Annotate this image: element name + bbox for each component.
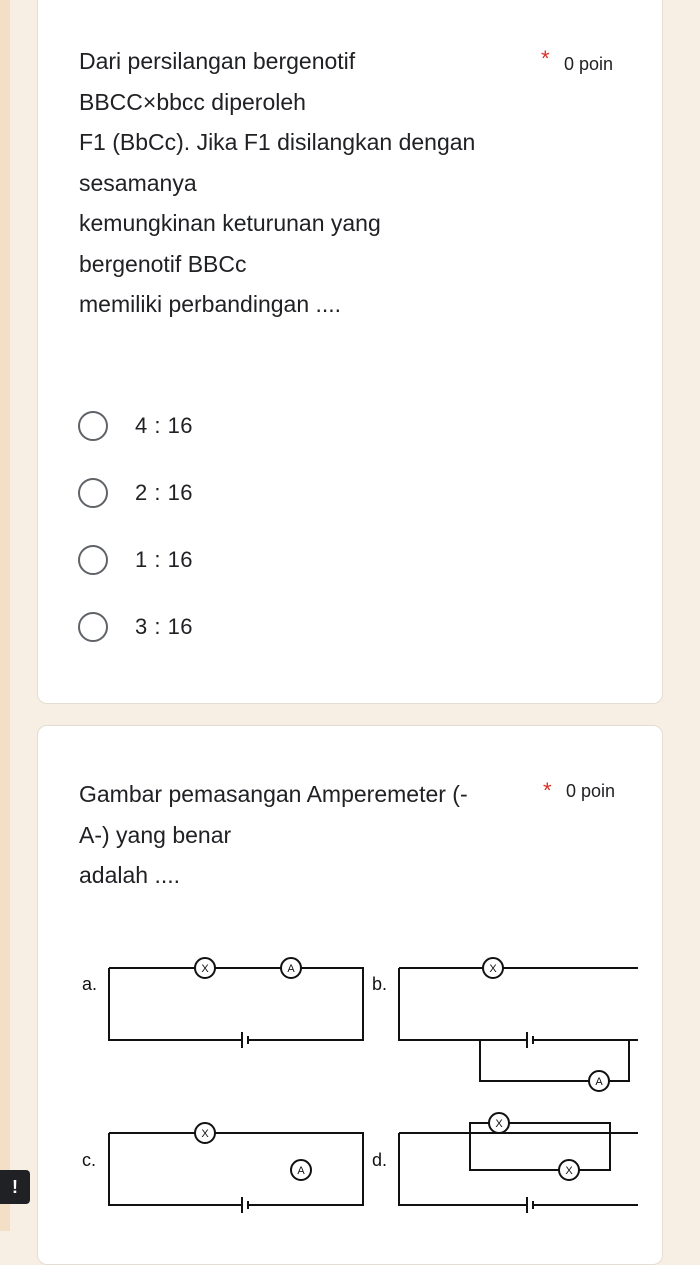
required-asterisk: * <box>541 46 550 71</box>
question-2-line: adalah .... <box>79 862 181 888</box>
question-2-line: Gambar pemasangan Amperemeter (- <box>79 781 468 807</box>
diagram-label-d: d. <box>372 1150 388 1170</box>
points-label: 0 poin <box>564 54 614 74</box>
option-label: 3 : 16 <box>135 614 194 639</box>
question-1-line: bergenotif BBCc <box>79 250 247 277</box>
ammeter-symbol: A <box>595 1076 603 1088</box>
radio-button-icon[interactable] <box>78 411 108 441</box>
lamp-symbol: X <box>201 1128 209 1140</box>
question-1-line: Dari persilangan bergenotif <box>79 48 356 74</box>
option-radio-2[interactable] <box>78 473 378 513</box>
question-2-line: A-) yang benar <box>79 821 232 848</box>
lamp-symbol: X <box>201 963 209 975</box>
diagram-label-b: b. <box>372 974 388 994</box>
radio-button-icon[interactable] <box>78 545 108 575</box>
component-symbols <box>201 963 603 1177</box>
required-asterisk: * <box>543 778 552 803</box>
ammeter-symbol: A <box>297 1165 305 1177</box>
diagram-label-a: a. <box>82 974 98 994</box>
question-1-line: F1 (BbCc). Jika F1 disilangkan dengan <box>79 129 476 155</box>
page-side-stripe <box>0 0 10 1231</box>
ammeter-circuit-diagram <box>78 938 638 1228</box>
option-radio-1[interactable] <box>78 406 378 446</box>
lamp-symbol: X <box>495 1118 503 1130</box>
radio-button-icon[interactable] <box>78 478 108 508</box>
points-label: 0 poin <box>566 781 616 801</box>
option-label: 2 : 16 <box>135 480 194 505</box>
lamp-symbol: X <box>565 1165 573 1177</box>
radio-button-icon[interactable] <box>78 612 108 642</box>
question-1-line: kemungkinan keturunan yang <box>79 210 381 236</box>
diagram-label-c: c. <box>82 1150 97 1170</box>
alert-badge-icon[interactable]: ! <box>0 1170 30 1204</box>
option-label: 4 : 16 <box>135 413 194 438</box>
option-radio-4[interactable] <box>78 607 378 647</box>
option-radio-3[interactable] <box>78 540 378 580</box>
question-1-line: BBCC×bbcc diperoleh <box>79 88 306 115</box>
question-2-text <box>79 774 549 896</box>
option-label: 1 : 16 <box>135 547 194 572</box>
question-1-line: memiliki perbandingan .... <box>79 291 342 317</box>
question-card-2 <box>37 725 663 1265</box>
diagram-option-labels <box>82 974 387 1170</box>
lamp-symbol: X <box>489 963 497 975</box>
question-1-line: sesamanya <box>79 169 197 196</box>
question-card-1 <box>37 0 663 704</box>
ammeter-symbol: A <box>287 963 295 975</box>
question-1-text <box>79 41 549 325</box>
